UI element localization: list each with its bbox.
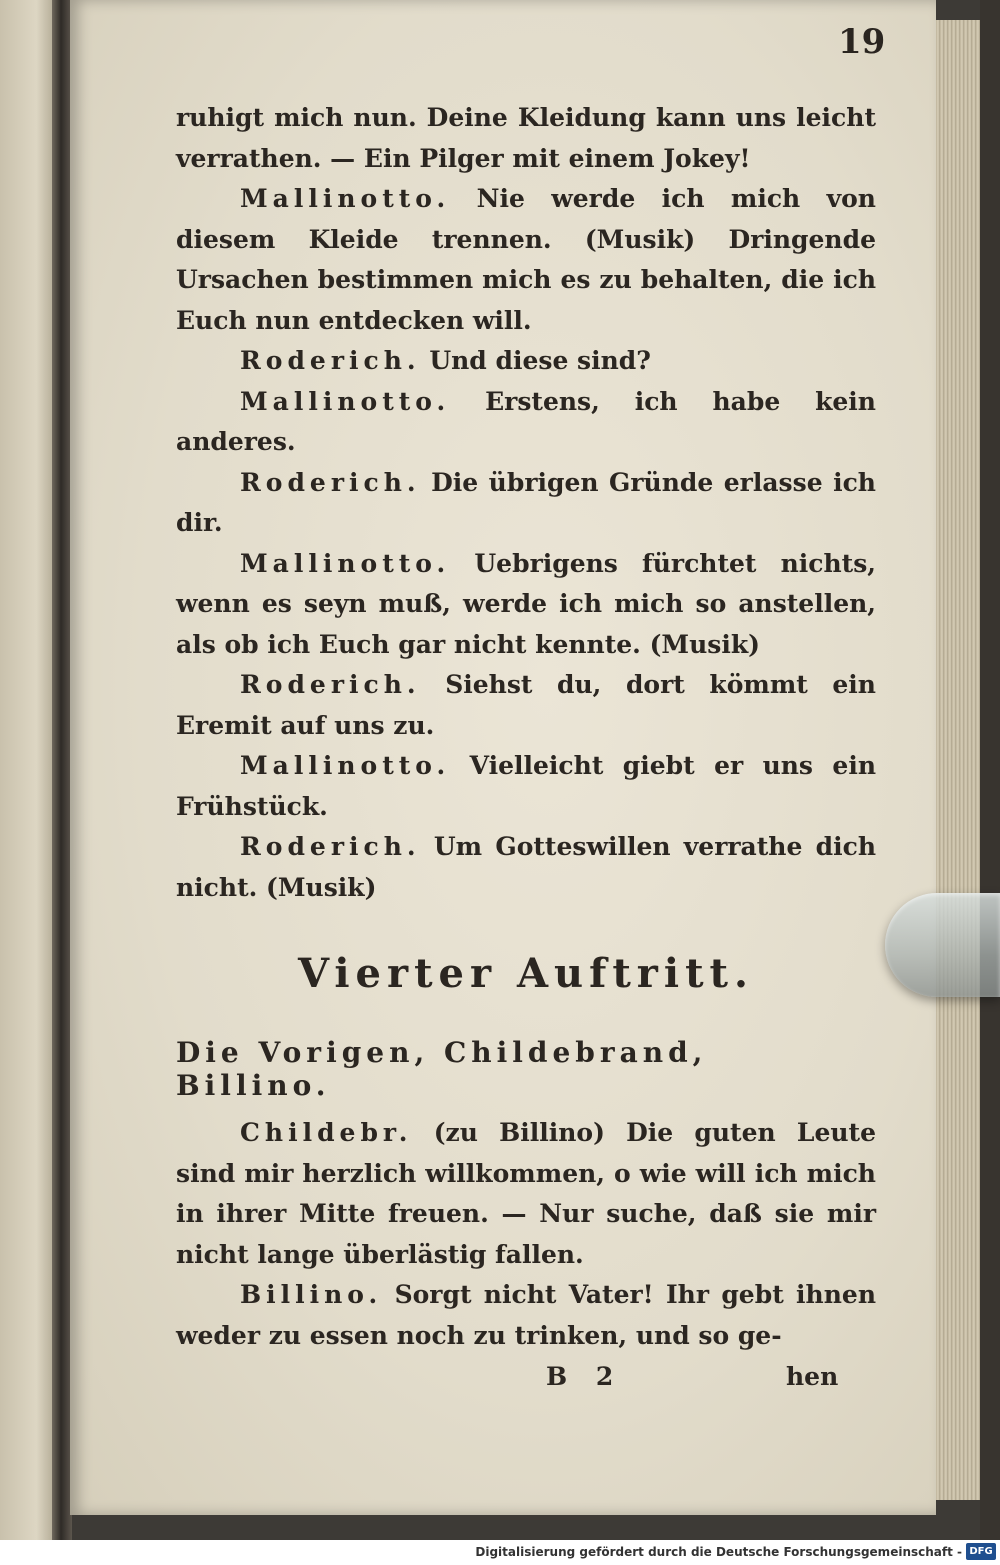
paragraph <box>176 665 876 746</box>
speaker-name: Mallinotto. <box>240 751 451 780</box>
speech-text: Und diese sind? <box>429 346 651 375</box>
speaker-name: Childebr. <box>240 1118 413 1147</box>
speaker-name: Mallinotto. <box>240 548 451 578</box>
paragraph <box>176 341 876 382</box>
speech-text: (zu Billino) Die guten Leute sind mir herzlich willkommen, o wie will ich mich in ihrer Mitte freuen. — Nur suche, daß sie mir nicht lange überlästig fallen. <box>176 1118 876 1269</box>
speaker-name: Roderich. <box>240 832 421 861</box>
cast-line: Die Vorigen, Childebrand, Billino. <box>176 1036 708 1102</box>
speaker-name: Roderich. <box>240 346 421 375</box>
page-footer <box>176 1362 876 1402</box>
speech-text: Siehst du, dort kömmt ein Eremit auf uns zu. <box>176 670 876 740</box>
scene-heading: Vierter Auftritt. <box>298 950 754 997</box>
speaker-name: Billino. <box>240 1280 383 1309</box>
paragraph <box>176 544 876 666</box>
speech-text: Vielleicht giebt er uns ein Frühstück. <box>176 751 876 821</box>
catchword: hen <box>786 1362 839 1391</box>
text-block-1 <box>176 98 876 908</box>
paragraph <box>176 746 876 827</box>
book-gutter <box>52 0 72 1540</box>
paragraph <box>176 463 876 544</box>
speaker-name: Mallinotto. <box>240 386 451 416</box>
credit-bar <box>0 1540 1000 1565</box>
scan-right-shadow <box>980 0 1000 1540</box>
dfg-logo: DFG <box>966 1543 996 1560</box>
page-number: 19 <box>838 22 886 62</box>
speech-text: Nie werde ich mich von diesem Kleide trennen. (Musik) Dringende Ursachen bestimmen mich es zu behalten, die ich Euch nun entdecken will. <box>176 184 876 335</box>
speaker-name: Roderich. <box>240 670 421 699</box>
paragraph <box>176 1275 876 1356</box>
speaker-name: Mallinotto. <box>240 184 451 213</box>
previous-page-edge <box>0 0 52 1540</box>
paragraph <box>176 1113 876 1275</box>
paragraph <box>176 827 876 908</box>
paragraph <box>176 179 876 341</box>
paragraph <box>176 382 876 463</box>
speech-text: Uebrigens fürchtet nichts, wenn es seyn muß, werde ich mich so anstellen, als ob ich Euch gar nicht kennte. (Musik) <box>176 548 876 659</box>
speaker-name: Roderich. <box>240 467 421 497</box>
page-edges <box>936 20 980 1500</box>
signature-mark: B 2 <box>546 1362 624 1391</box>
speech-text: Die übrigen Gründe erlasse ich dir. <box>176 467 876 537</box>
credit-text: Digitalisierung gefördert durch die Deutsche Forschungsgemeinschaft - <box>475 1545 962 1559</box>
speech-text: Sorgt nicht Vater! Ihr gebt ihnen weder zu essen noch zu trinken, und so ge- <box>176 1280 876 1350</box>
text-block-2 <box>176 1113 876 1356</box>
speech-text: ruhigt mich nun. Deine Kleidung kann uns leicht verrathen. — Ein Pilger mit einem Jokey! <box>176 103 876 173</box>
paragraph <box>176 98 876 179</box>
speech-text: Um Gotteswillen verrathe dich nicht. (Musik) <box>176 832 876 902</box>
speech-text: Erstens, ich habe kein anderes. <box>176 386 876 456</box>
page-clip <box>885 893 1000 997</box>
